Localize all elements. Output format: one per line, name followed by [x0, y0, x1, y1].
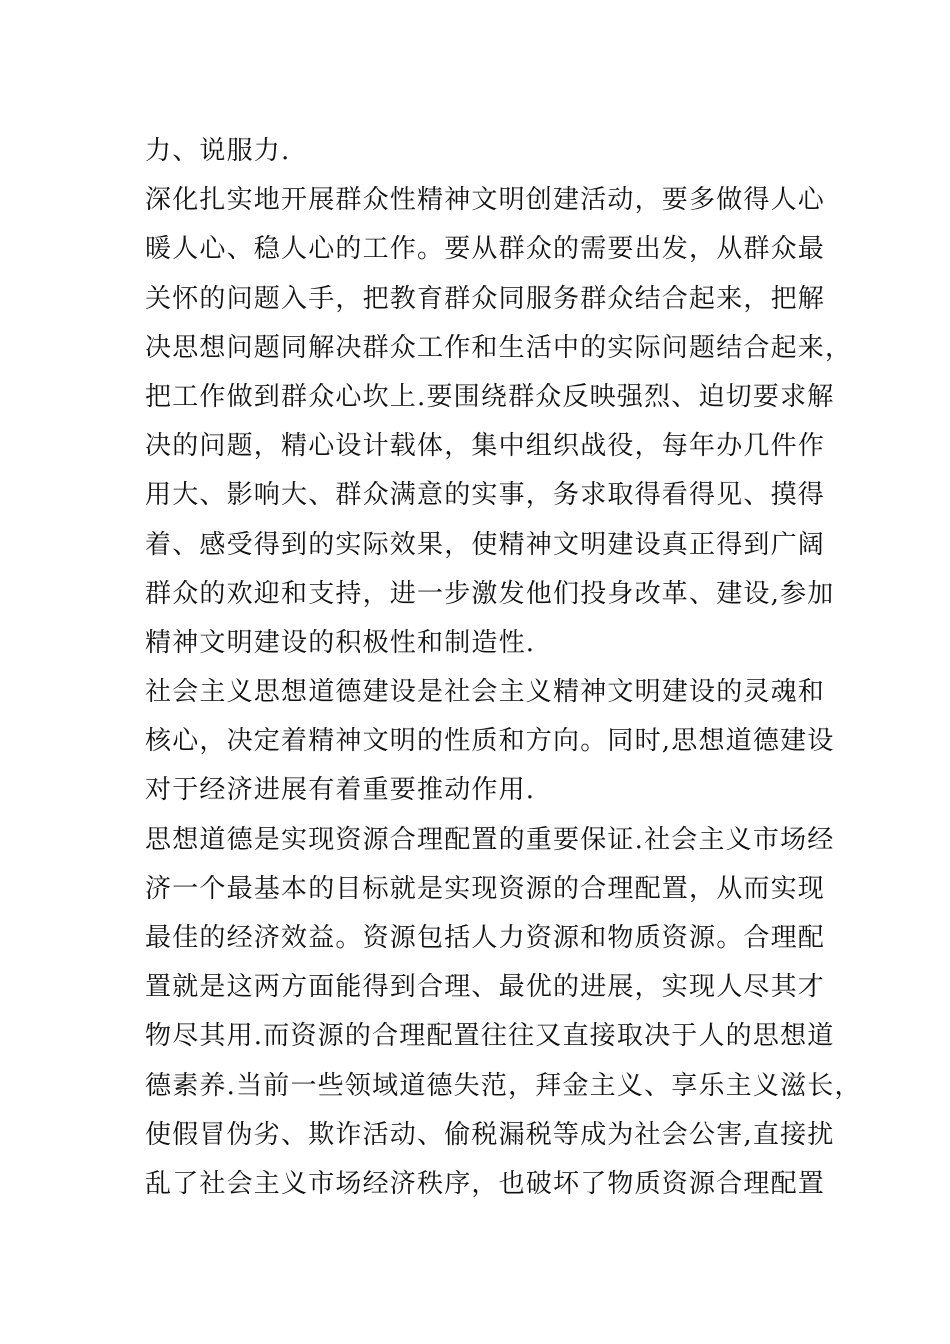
text-line: 暖人心、稳人心的工作。要从群众的需要出发，从群众最 [145, 234, 826, 265]
text-line: 最佳的经济效益。资源包括人力资源和物质资源。合理配 [145, 923, 826, 953]
text-line: 乱了社会主义市场经济秩序，也破坏了物质资源合理配置 [145, 1168, 826, 1199]
text-line: 思想道德是实现资源合理配置的重要保证.社会主义市场经 [145, 824, 835, 855]
text-line: 把工作做到群众心坎上.要围绕群众反映强烈、迫切要求解 [145, 381, 835, 412]
text-line: 着、感受得到的实际效果，使精神文明建设真正得到广阔 [145, 529, 826, 560]
text-line: 决的问题，精心设计载体，集中组织战役，每年办几件作 [145, 431, 826, 462]
text-line: 群众的欢迎和支持，进一步激发他们投身改革、建设,参加 [145, 578, 835, 609]
text-line: 物尽其用.而资源的合理配置往往又直接取决于人的思想道 [145, 1021, 835, 1052]
text-line: 使假冒伪劣、欺诈活动、偷税漏税等成为社会公害,直接扰 [145, 1119, 835, 1150]
text-line: 德素养.当前一些领域道德失范，拜金主义、享乐主义滋长， [145, 1070, 862, 1101]
text-line: 决思想问题同解决群众工作和生活中的实际问题结合起来， [145, 332, 853, 363]
text-line: 精神文明建设的积极性和制造性. [145, 627, 536, 658]
text-line: 社会主义思想道德建设是社会主义精神文明建设的灵魂和 [145, 677, 826, 708]
text-line: 用大、影响大、群众满意的实事，务求取得看得见、摸得 [145, 480, 826, 511]
body-text [145, 127, 862, 1209]
text-line: 关怀的问题入手，把教育群众同服务群众结合起来，把解 [145, 283, 826, 314]
text-line: 对于经济进展有着重要推动作用. [145, 775, 536, 806]
text-line: 深化扎实地开展群众性精神文明创建活动，要多做得人心 [145, 185, 826, 216]
text-line: 置就是这两方面能得到合理、最优的进展，实现人尽其才 [145, 972, 826, 1003]
text-line: 核心，决定着精神文明的性质和方向。同时,思想道德建设 [145, 726, 835, 757]
text-line: 力、说服力. [145, 136, 291, 166]
text-line: 济一个最基本的目标就是实现资源的合理配置，从而实现 [145, 873, 826, 904]
